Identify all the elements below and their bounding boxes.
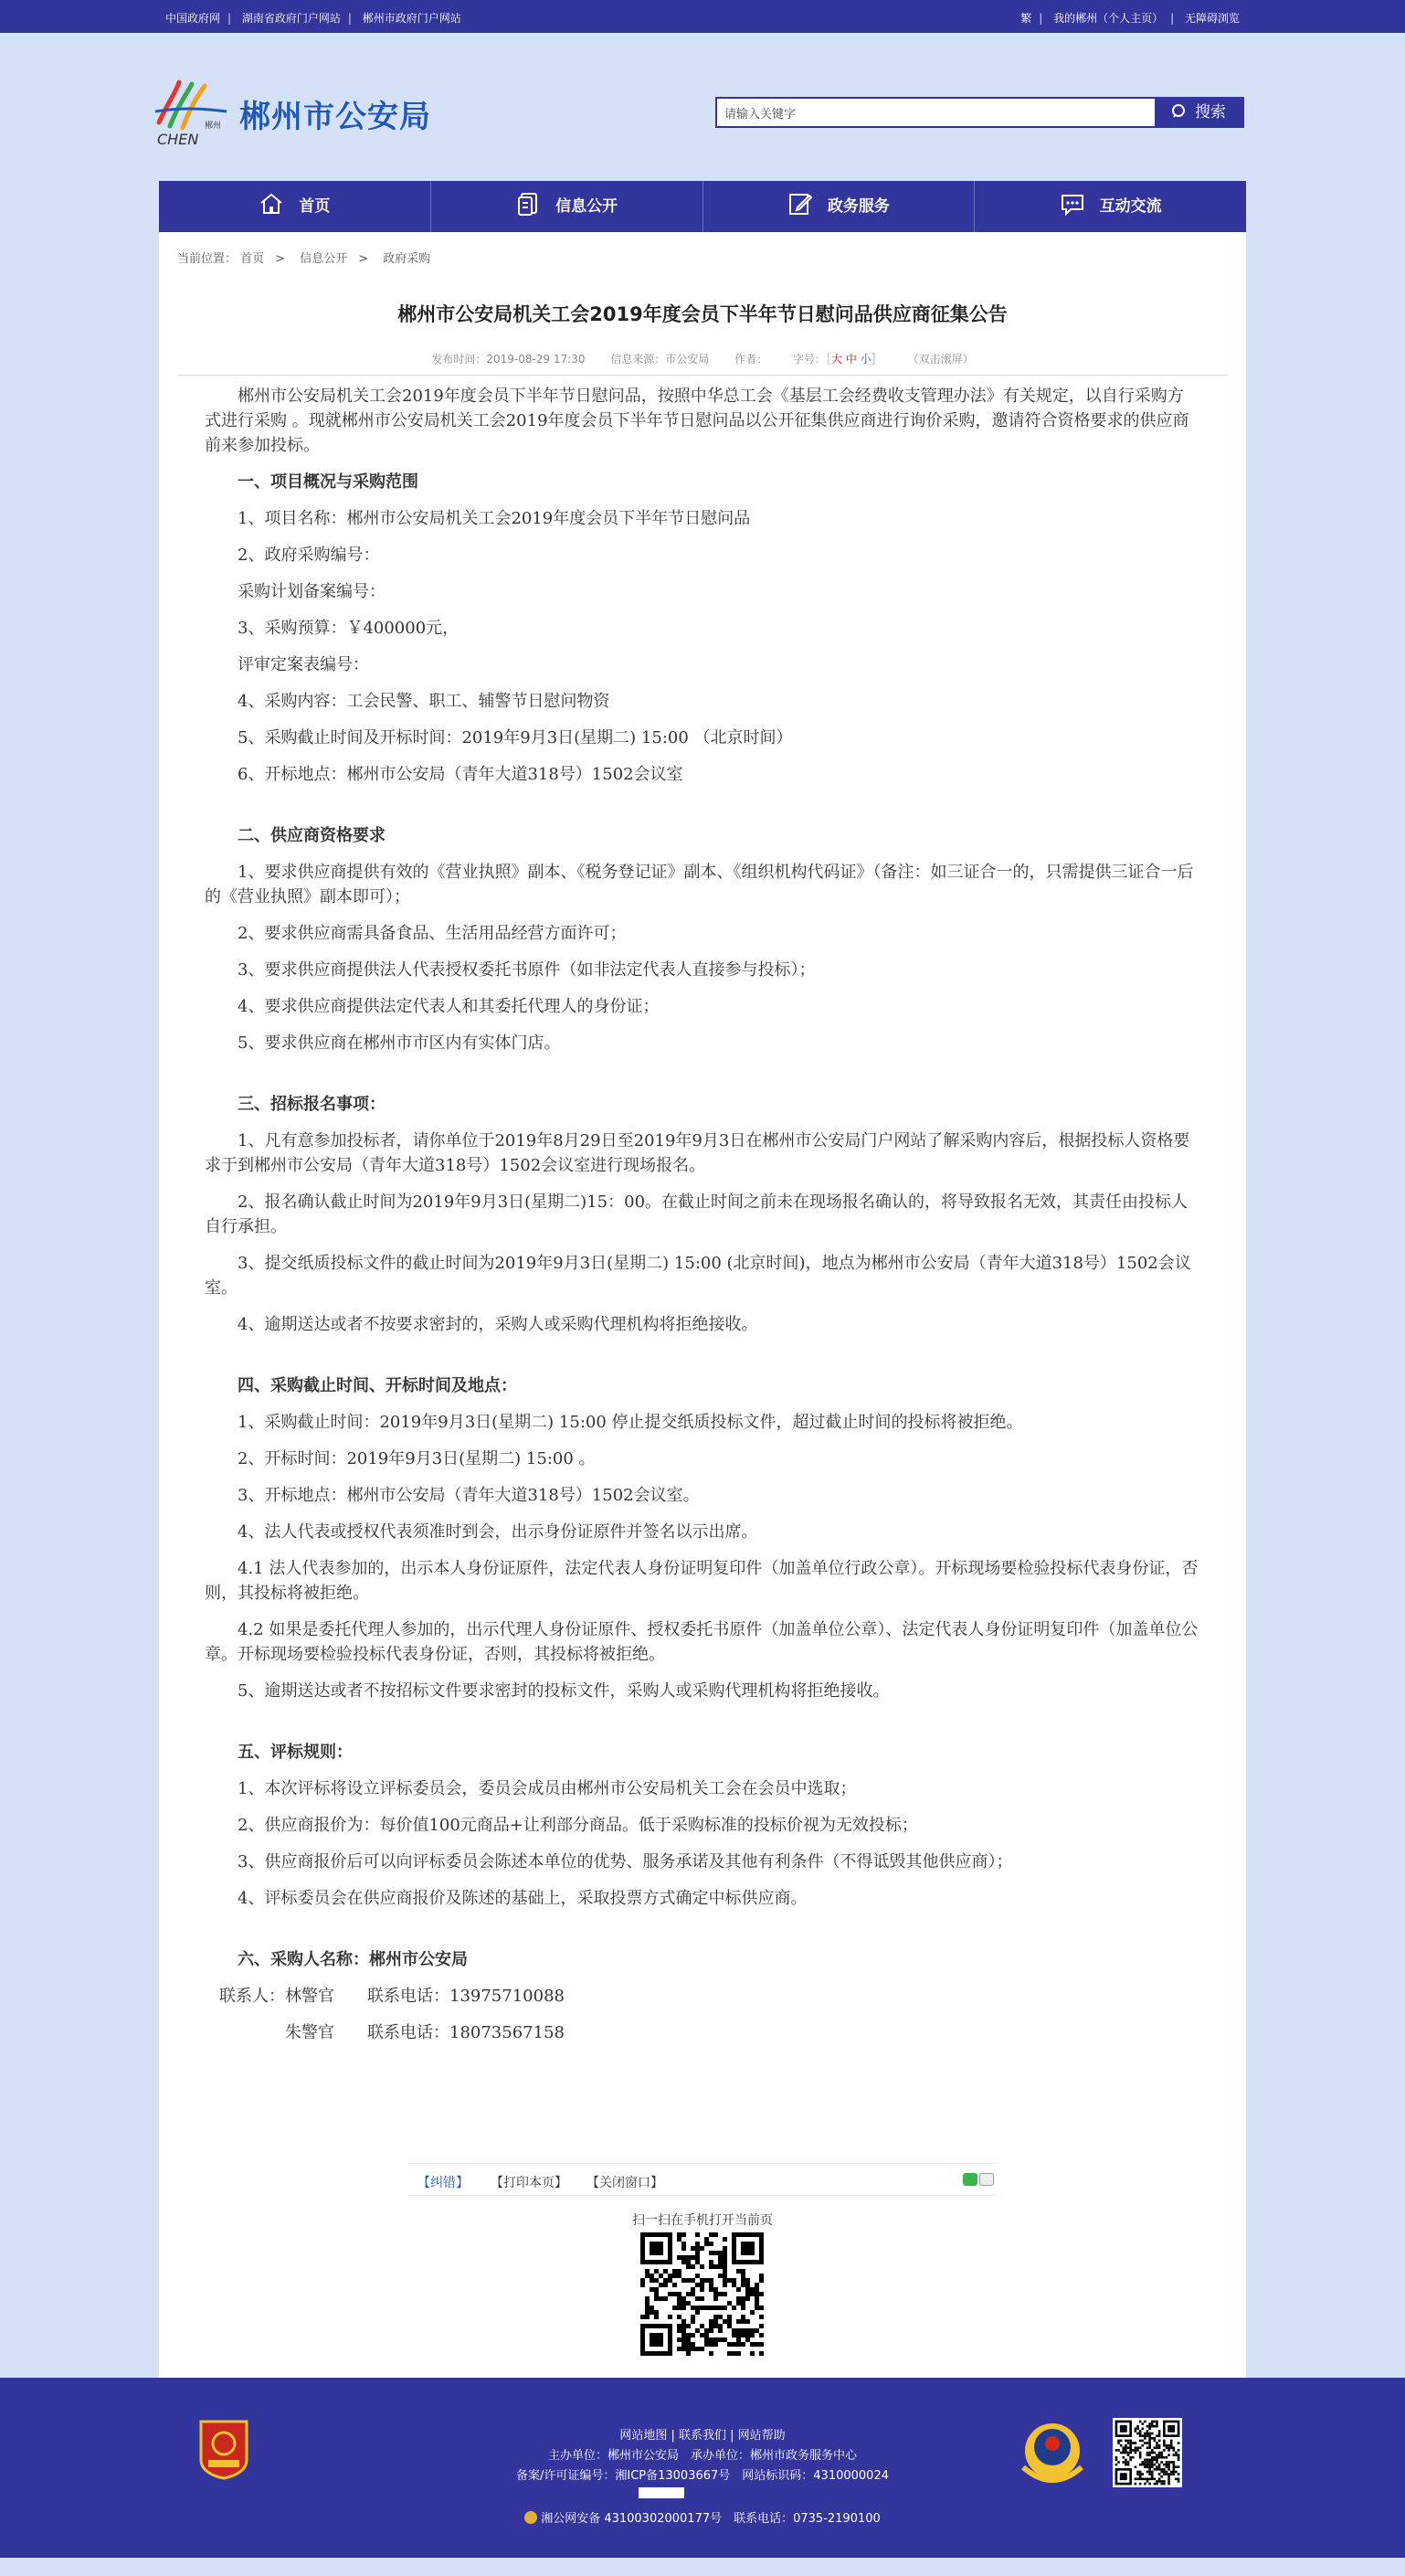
- article-paragraph: 2、政府采购编号：: [238, 546, 380, 565]
- author: 作者：: [734, 353, 768, 366]
- article-paragraph: 1、本次评标将设立评标委员会，委员会成员由郴州市公安局机关工会在会员中选取；: [238, 1779, 857, 1798]
- article-paragraph: 郴州市公安局机关工会2019年度会员下半年节日慰问品，按照中华总工会《基层工会经费收支管理办法》有关规定，以自行采购方式进行采购 。现就郴州市公安局机关工会2019年度会员下半年节日慰问品以公开征集供应商进行询价采购，邀请符合资格要求的供应商前来参加投标。: [205, 387, 1189, 455]
- article-paragraph: 4、采购内容：工会民警、职工、辅警节日慰问物资: [238, 692, 610, 711]
- article-paragraph: 3、提交纸质投标文件的截止时间为2019年9月3日(星期二) 15:00 (北京时间)，地点为郴州市公安局（青年大道318号）1502会议室。: [205, 1254, 1191, 1298]
- link-hunan-gov[interactable]: 湖南省政府门户网站: [241, 12, 341, 25]
- qr-code: [640, 2232, 764, 2356]
- chat-icon: [1060, 191, 1085, 217]
- police-emblem-icon: [1014, 2414, 1091, 2491]
- correct-button[interactable]: 【纠错】: [417, 2176, 469, 2190]
- nav-gov-services[interactable]: [703, 181, 976, 232]
- logo-chen-text: CHEN: [157, 131, 199, 148]
- search-button[interactable]: [1155, 97, 1242, 128]
- search-button-label: 搜索: [1195, 103, 1226, 122]
- section-heading: 三、招标报名事项：: [238, 1095, 386, 1114]
- paragraph-gap: [205, 1067, 1199, 1092]
- section-heading: 二、供应商资格要求: [238, 826, 386, 845]
- nav-home-label: 首页: [299, 197, 331, 216]
- article-paragraph: 5、采购截止时间及开标时间：2019年9月3日(星期二) 15:00 （北京时间）: [238, 728, 793, 747]
- article-paragraph: 3、采购预算：￥400000元，: [238, 619, 460, 638]
- link-chenzhou-gov[interactable]: 郴州市政府门户网站: [362, 12, 461, 25]
- article-paragraph: 2、报名确认截止时间为2019年9月3日(星期二)15：00。在截止时间之前未在现场报名确认的，将导致报名无效，其责任由投标人自行承担。: [205, 1193, 1188, 1236]
- search-icon: [1171, 103, 1188, 120]
- weibo-share-icon[interactable]: [979, 2173, 994, 2186]
- article-paragraph: 4、逾期送达或者不按要求密封的，采购人或采购代理机构将拒绝接收。: [238, 1315, 758, 1334]
- font-medium-button[interactable]: 中: [845, 353, 857, 366]
- nav-services-label: 政务服务: [827, 197, 890, 216]
- article-paragraph: 2、要求供应商需具备食品、生活用品经营方面许可；: [238, 924, 627, 943]
- search-box: [715, 97, 1244, 128]
- footer-police[interactable]: 湘公网安备 43100302000177号 联系电话：0735-2190100: [0, 2508, 1405, 2526]
- top-bar: [0, 0, 1405, 33]
- font-size-control: 字号：［大 中 小］: [793, 353, 882, 366]
- link-my-chenzhou[interactable]: 我的郴州（个人主页）: [1053, 12, 1164, 25]
- article-paragraph: 4、评标委员会在供应商报价及陈述的基础上，采取投票方式确定中标供应商。: [238, 1889, 808, 1908]
- contact-line: 朱警官 联系电话：18073567158: [219, 2023, 565, 2042]
- article-paragraph: 2、开标时间：2019年9月3日(星期二) 15:00 。: [238, 1449, 596, 1468]
- breadcrumb-label: 当前位置：: [177, 252, 238, 266]
- breadcrumb-info[interactable]: 信息公开: [300, 252, 348, 266]
- article-paragraph: 1、项目名称：郴州市公安局机关工会2019年度会员下半年节日慰问品: [238, 509, 751, 528]
- article-paragraph: 3、开标地点：郴州市公安局（青年大道318号）1502会议室。: [238, 1486, 700, 1505]
- paragraph-gap: [205, 1349, 1199, 1373]
- article-paragraph: 1、采购截止时间：2019年9月3日(星期二) 15:00 停止提交纸质投标文件，超过截止时间的投标将被拒绝。: [238, 1413, 1023, 1432]
- site-title[interactable]: 郴州市公安局: [239, 99, 431, 135]
- font-small-button[interactable]: 小: [860, 353, 872, 366]
- info-source: 信息来源：市公安局: [610, 353, 710, 366]
- logo-small-text: 郴州: [205, 122, 222, 131]
- article-paragraph: 3、供应商报价后可以向评标委员会陈述本单位的优势、服务承诺及其他有利条件（不得诋毁其他供应商）；: [238, 1852, 1013, 1871]
- wechat-share-icon[interactable]: [963, 2173, 977, 2186]
- paragraph-gap: [205, 1715, 1199, 1740]
- nav-info-label: 信息公开: [555, 197, 618, 216]
- bottom-band: [0, 2558, 1405, 2576]
- font-large-button[interactable]: 大: [831, 353, 843, 366]
- footer-icp[interactable]: 备案/许可证编号：湘ICP备13003667号 网站标识码：4310000024: [515, 2469, 889, 2483]
- home-icon: [259, 191, 284, 217]
- publish-time: 发布时间：2019-08-29 17:30: [431, 353, 586, 366]
- article-paragraph: 4、法人代表或授权代表须准时到会，出示身份证原件并签名以示出席。: [238, 1522, 758, 1542]
- article-paragraph: 采购计划备案编号：: [238, 582, 386, 601]
- article-tools: [408, 2163, 998, 2196]
- article-paragraph: 3、要求供应商提供法人代表授权委托书原件（如非法定代表人直接参与投标）；: [238, 960, 816, 980]
- top-links-left: 中国政府网 | 湖南省政府门户网站 | 郴州市政府门户网站: [165, 12, 461, 25]
- article-meta: [159, 351, 1246, 366]
- nav-info-disclosure[interactable]: [431, 181, 703, 232]
- site-logo[interactable]: [152, 75, 234, 148]
- footer: [0, 2378, 1405, 2558]
- article-title: 郴州市公安局机关工会2019年度会员下半年节日慰问品供应商征集公告: [397, 303, 1008, 325]
- section-heading: 六、采购人名称：郴州市公安局: [238, 1950, 468, 1969]
- footer-badge[interactable]: [639, 2487, 684, 2498]
- top-links-right: 繁 | 我的郴州（个人主页） | 无障碍浏览: [1020, 12, 1240, 25]
- print-button[interactable]: 【打印本页】: [491, 2176, 567, 2190]
- content-panel: [159, 232, 1246, 2378]
- article-paragraph: 5、逾期送达或者不按招标文件要求密封的投标文件，采购人或采购代理机构将拒绝接收。: [238, 1681, 890, 1701]
- breadcrumb-home[interactable]: 首页: [240, 252, 265, 266]
- article-paragraph: 4.2 如果是委托代理人参加的，出示代理人身份证原件、授权委托书原件（加盖单位公章）、法定代表人身份证明复印件（加盖单位公章。开标现场要检验投标代表身份证，否则，其投标将被拒绝。: [205, 1620, 1199, 1664]
- article-paragraph: 4.1 法人代表参加的，出示本人身份证原件，法定代表人身份证明复印件（加盖单位行政公章）。开标现场要检验投标代表身份证，否则，其投标将被拒绝。: [205, 1559, 1199, 1603]
- nav-home[interactable]: [159, 181, 431, 232]
- link-traditional[interactable]: 繁: [1020, 12, 1032, 25]
- contact-line: 联系人：林警官 联系电话：13975710088: [219, 1987, 565, 2006]
- paragraph-gap: [205, 1923, 1199, 1947]
- article-paragraph: 1、要求供应商提供有效的《营业执照》副本、《税务登记证》副本、《组织机构代码证》（备注：如三证合一的，只需提供三证合一后的《营业执照》副本即可）；: [205, 863, 1194, 906]
- link-accessibility[interactable]: 无障碍浏览: [1184, 12, 1240, 25]
- document-icon: [515, 191, 541, 217]
- search-input[interactable]: [724, 103, 1126, 122]
- breadcrumb: 当前位置： 首页 > 信息公开 > 政府采购: [177, 252, 431, 266]
- footer-links[interactable]: 网站地图 | 联系我们 | 网站帮助: [619, 2429, 786, 2443]
- article-paragraph: 2、供应商报价为：每价值100元商品+让利部分商品。低于采购标准的投标价视为无效投标；: [238, 1816, 918, 1835]
- divider: [177, 375, 1228, 376]
- edit-icon: [787, 191, 813, 217]
- police-badge-icon: [524, 2511, 537, 2524]
- nav-interaction-label: 互动交流: [1099, 197, 1162, 216]
- section-heading: 五、评标规则：: [238, 1743, 353, 1762]
- section-heading: 一、项目概况与采购范围: [238, 472, 418, 492]
- footer-qr-code: [1113, 2418, 1182, 2487]
- close-window-button[interactable]: 【关闭窗口】: [586, 2176, 663, 2190]
- scroll-hint: （双击滚屏）: [907, 353, 974, 366]
- article-body: [205, 384, 1199, 2057]
- qr-caption: 扫一扫在手机打开当前页: [632, 2213, 773, 2228]
- paragraph-gap: [205, 799, 1199, 823]
- article-paragraph: 4、要求供应商提供法定代表人和其委托代理人的身份证；: [238, 997, 660, 1016]
- article-paragraph: 评审定案表编号：: [238, 655, 369, 674]
- article-paragraph: 5、要求供应商在郴州市市区内有实体门店。: [238, 1034, 561, 1053]
- article-paragraph: 6、开标地点：郴州市公安局（青年大道318号）1502会议室: [238, 765, 683, 784]
- footer-host: 主办单位：郴州市公安局 承办单位：郴州市政务服务中心: [547, 2449, 857, 2463]
- nav-interaction[interactable]: [975, 181, 1246, 232]
- breadcrumb-procurement[interactable]: 政府采购: [383, 252, 431, 266]
- section-heading: 四、采购截止时间、开标时间及地点：: [238, 1376, 517, 1395]
- link-gov-cn[interactable]: 中国政府网: [165, 12, 221, 25]
- main-nav: [159, 181, 1246, 232]
- article-paragraph: 1、凡有意参加投标者，请你单位于2019年8月29日至2019年9月3日在郴州市公安局门户网站了解采购内容后，根据投标人资格要求于到郴州市公安局（青年大道318号）1502会议室进行现场报名。: [205, 1131, 1190, 1175]
